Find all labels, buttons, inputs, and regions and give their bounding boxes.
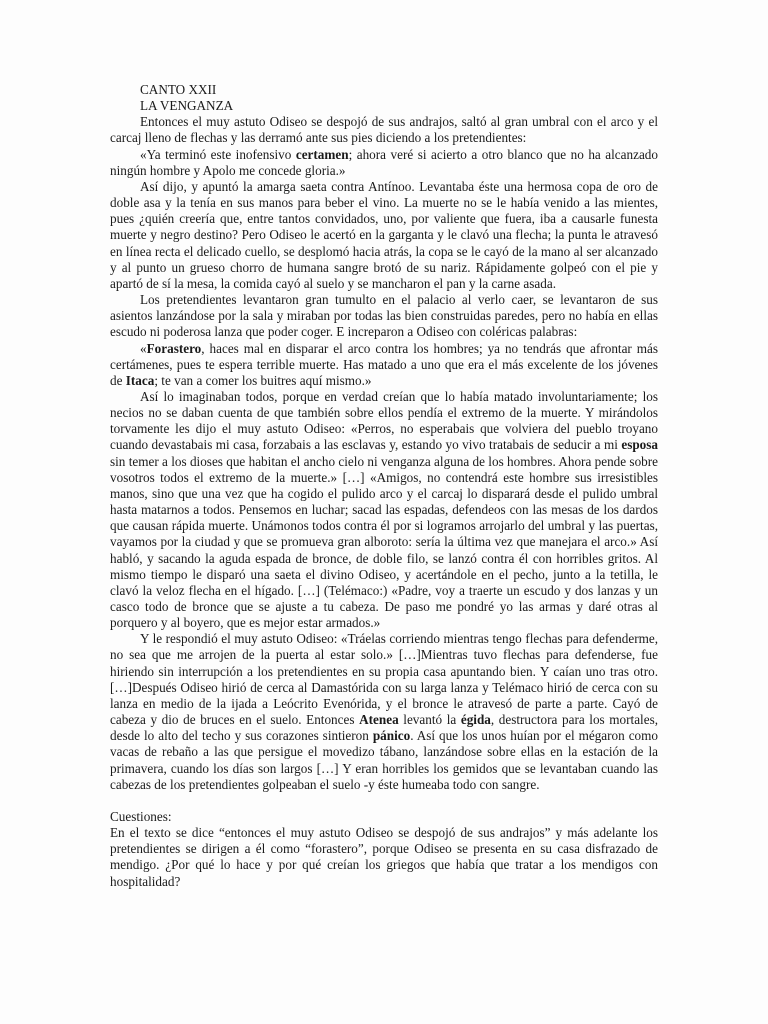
canto-heading: CANTO XXII [140, 82, 217, 97]
paragraph [110, 292, 658, 340]
paragraph [110, 179, 658, 292]
bold-term: Atenea [359, 712, 399, 728]
paragraph [110, 147, 658, 179]
paragraph [110, 389, 658, 631]
text-run: ; ahora veré si acierto a otro blanco que no ha alcanzado ningún hombre y Apolo me concede gloria.» [110, 146, 658, 178]
bold-term: Itaca [125, 372, 155, 388]
bold-term: Forastero [146, 340, 202, 356]
paragraph [110, 341, 658, 389]
section-gap [110, 793, 658, 809]
text-run: sin temer a los dioses que habitan el ancho cielo ni venganza alguna de los hombres. Ahora pende sobre vosotros todos el extremo de la muerte.» […] «Amigos, no contendrá este hombre sus irresistibles manos, sino que una vez que ha cogido el pulido arco y el carcaj lo disparará desde el pulido umbral hasta matarnos a todos. Pensemos en luchar; sacad las espadas, defendeos con las mesas de los dardos que causan rápida muerte. Unámonos todos contra él por si logramos arrojarlo del umbral y las puertas, vayamos por la ciudad y que se promueva gran alboroto: sería la última vez que manejara el arco.» Así habló, y sacando la aguda espada de bronce, de doble filo, se lanzó contra él con horribles gritos. Al mismo tiempo le disparó una saeta el divino Odiseo, y acertándole en el pecho, junto a la tetilla, le clavó la veloz flecha en el hígado. […] (Telémaco:) «Padre, voy a traerte un escudo y dos lanzas y un casco todo de bronce que se ajuste a tu cabeza. De paso me pondré yo las armas y daré otras al porquero y al boyero, que es mejor estar armados.» [110, 453, 658, 631]
text-run: . Así que los unos huían por el mégaron como vacas de rebaño a las que persigue el movedizo tábano, lanzándose sobre ellas en la estación de la primavera, cuando los días son largos […] Y eran horribles los gemidos que se levantaban cuando las cabezas de los pretendientes golpeaban el suelo -y éste humeaba todo con sangre. [110, 728, 659, 792]
canto-subtitle: LA VENGANZA [140, 98, 234, 114]
text-run: Así dijo, y apuntó la amarga saeta contra Antínoo. Levantaba éste una hermosa copa de oro de doble asa y la tenía en sus manos para beber el vino. La muerte no se le había venido a las mientes, pues ¿quién creería que, entre tantos convidados, uno, por valiente que fuera, iba a causarle funesta muerte y negro destino? Pero Odiseo le acertó en la garganta y le clavó una flecha; la punta le atravesó en línea recta el delicado cuello, se desplomó hacia atrás, la copa se le cayó de la mano al ser alcanzado y al punto un grueso chorro de humana sangre brotó de su nariz. Rápidamente golpeó con el pie y apartó de sí la mesa, la comida cayó al suelo y se mancharon el pan y la carne asada. [110, 178, 658, 291]
document-body [110, 82, 658, 890]
bold-term: certamen [295, 146, 349, 162]
text-run: « [140, 340, 147, 356]
text-run: Entonces el muy astuto Odiseo se despojó de sus andrajos, saltó al gran umbral con el arco y el carcaj lleno de flechas y las derramó ante sus pies diciendo a los pretendientes: [110, 114, 658, 146]
text-run: «Ya terminó este inofensivo [140, 146, 296, 162]
bold-term: esposa [621, 437, 658, 453]
text-run: Así lo imaginaban todos, porque en verdad creían que lo había matado involuntariamente; los necios no se daban cuenta de que también sobre ellos pendía el extremo de la muerte. Y mirándolos torvamente les dijo el muy astuto Odiseo: «Perros, no esperabais que volviera del pueblo troyano cuando devastabais mi casa, forzabais a las esclavas y, estando yo vivo tratabais de seducir a mi [110, 388, 658, 453]
questions-heading: Cuestiones: [110, 808, 172, 824]
paragraph-list [110, 114, 658, 793]
bold-term: égida [460, 712, 491, 728]
text-run: , haces mal en disparar el arco contra los hombres; ya no tendrás que afrontar más certámenes, pues te espera terrible muerte. Has matado a uno que era el más excelente de los jóvenes de [110, 340, 658, 388]
text-run: ; te van a comer los buitres aquí mismo.» [154, 372, 372, 388]
text-run: , destructora para los mortales, desde lo alto del techo y sus corazones sintieron [110, 712, 659, 744]
question-text: En el texto se dice “entonces el muy astuto Odiseo se despojó de sus andrajos” y más adelante los pretendientes se dirigen a él como “forastero”, porque Odiseo se presenta en su casa disfrazado de mendigo. ¿Por qué lo hace y por qué creían los griegos que había que tratar a los mendigos con hospitalidad? [110, 825, 658, 889]
paragraph [110, 631, 658, 793]
text-run: Y le respondió el muy astuto Odiseo: «Tráelas corriendo mientras tengo flechas para defenderme, no sea que me arrojen de la puerta al estar solo.» […]Mientras tuvo flechas para defenderse, fue hiriendo sin interrupción a los pretendientes en su propia casa apuntando bien. Y caían uno tras otro. […]Después Odiseo hirió de cerca al Damastórida con su larga lanza y Telémaco hirió de cerca con su lanza en medio de la ijada a Leócrito Evenórida, y el bronce le atravesó de parte a parte. Cayó de cabeza y dio de bruces en el suelo. Entonces [110, 631, 658, 728]
paragraph [110, 114, 658, 146]
text-run: levantó la [398, 712, 461, 728]
text-run: Los pretendientes levantaron gran tumulto en el palacio al verlo caer, se levantaron de sus asientos lanzándose por la sala y miraban por todas las bien construidas paredes, pero no había en ellas escudo ni poderosa lanza que poder coger. E increparon a Odiseo con coléricas palabras: [110, 292, 658, 340]
bold-term: pánico [372, 728, 411, 744]
